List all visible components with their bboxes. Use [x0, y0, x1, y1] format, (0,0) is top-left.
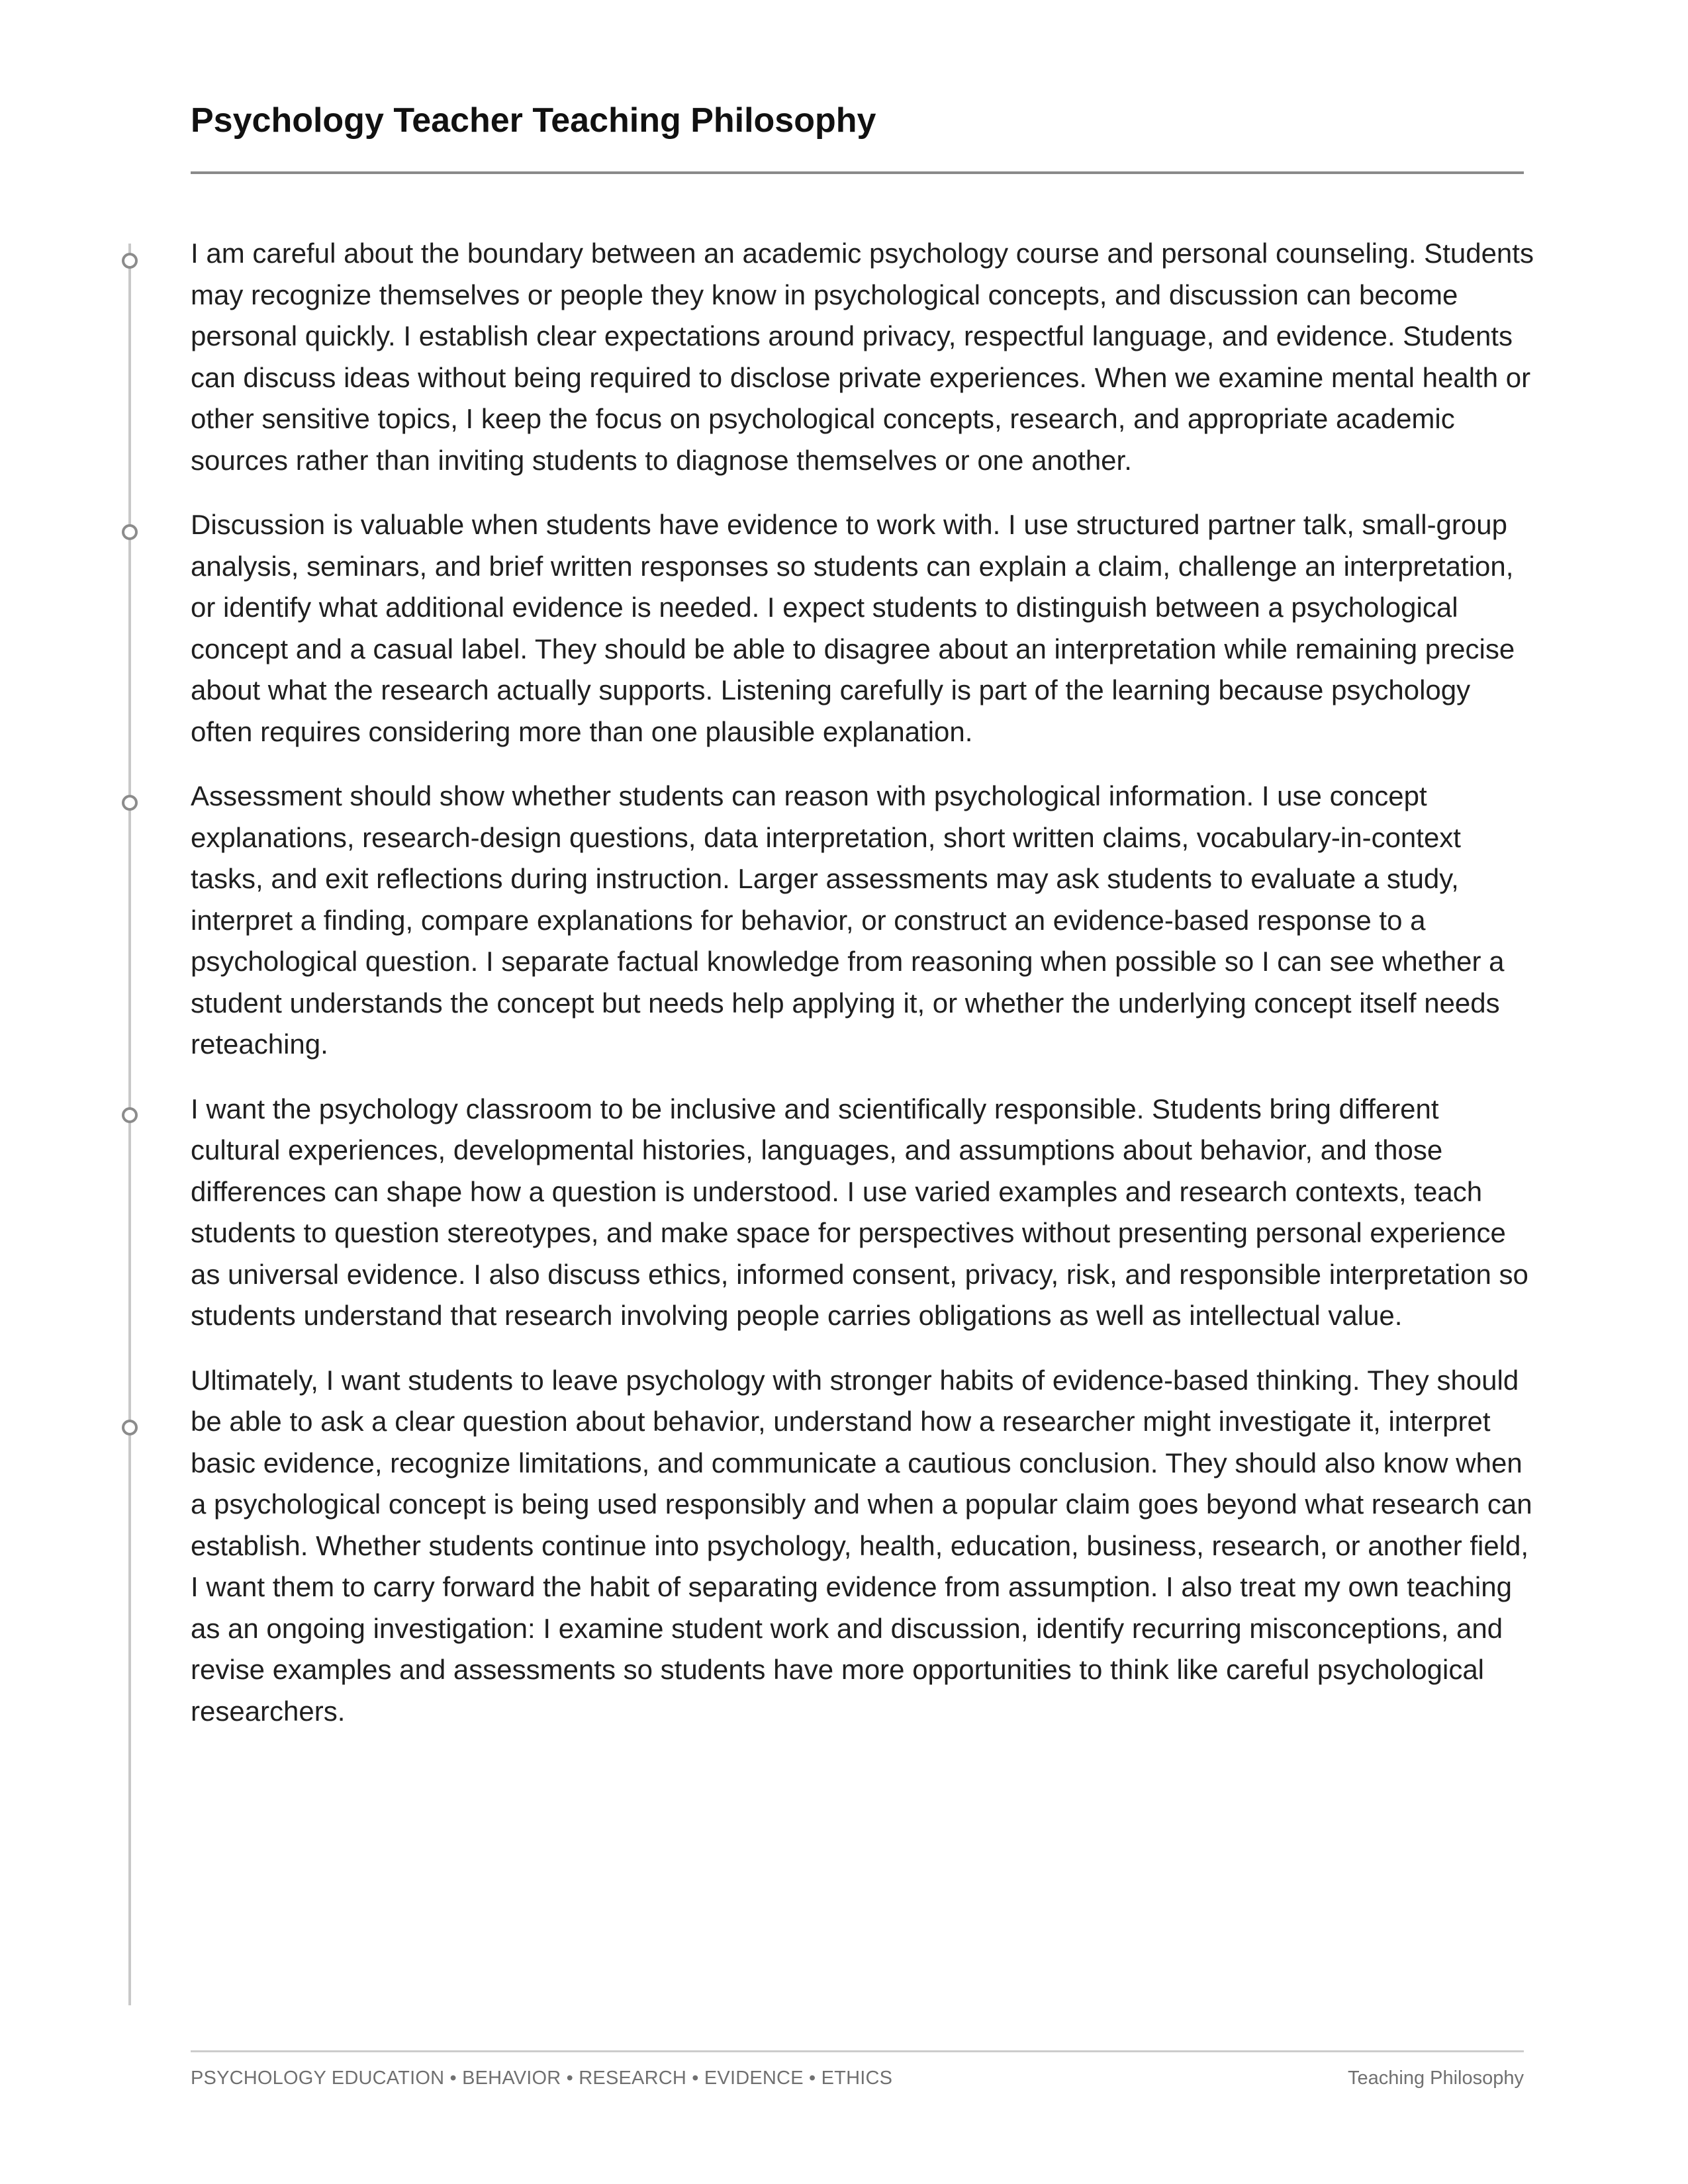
timeline-rail [128, 244, 131, 2005]
timeline-marker-icon [122, 253, 138, 269]
paragraph-inclusivity: I want the psychology classroom to be inclusive and scientifically responsible. Students bring different cultural experiences, developmental histories, languages, and assumptions about behavior, and those differences can shape how a question is understood. I use varied examples and research contexts, teach students to question stereotypes, and make space for perspectives without presenting personal experience as universal evidence. I also discuss ethics, informed consent, privacy, risk, and responsible interpretation so students understand that research involving people carries obligations as well as intellectual value. [191, 1093, 1528, 1331]
paragraph-assessment: Assessment should show whether students can reason with psychological information. I use concept explanations, research-design questions, data interpretation, short written claims, vocabulary-in-context tasks, and exit reflections during instruction. Larger assessments may ask students to evaluate a study, interpret a finding, compare explanations for behavior, or construct an evidence-based response to a psychological question. I separate factual knowledge from reasoning when possible so I can see whether a student understands the concept but needs help applying it, or whether the underlying concept itself needs reteaching. [191, 780, 1505, 1060]
timeline-marker-icon [122, 1107, 138, 1123]
page-title: Psychology Teacher Teaching Philosophy [191, 101, 876, 140]
footer-divider [191, 2050, 1524, 2052]
footer-doc-label: Teaching Philosophy [1347, 2068, 1524, 2089]
timeline-marker-icon [122, 1420, 138, 1435]
paragraph-conclusion: Ultimately, I want students to leave psychology with stronger habits of evidence-based thinking. They should be able to ask a clear question about behavior, understand how a researcher might investigate it, interpret basic evidence, recognize limitations, and communicate a cautious conclusion. They should also know when a psychological concept is being used responsibly and when a popular claim goes beyond what research can establish. Whether students continue into psychology, health, education, business, research, or another field, I want them to carry forward the habit of separating evidence from assumption. I also treat my own teaching as an ongoing investigation: I examine student work and discussion, identify recurring misconceptions, and revise examples and assessments so students have more opportunities to think like careful psychological researchers. [191, 1364, 1532, 1727]
timeline-marker-icon [122, 524, 138, 540]
title-divider [191, 171, 1524, 174]
paragraph-discussion: Discussion is valuable when students have evidence to work with. I use structured partner talk, small-group analysis, seminars, and brief written responses so students can explain a claim, challenge an interpretation, or identify what additional evidence is needed. I expect students to distinguish between a psychological concept and a casual label. They should be able to disagree about an interpretation while remaining precise about what the research actually supports. Listening carefully is part of the learning because psychology often requires considering more than one plausible explanation. [191, 509, 1515, 747]
paragraph-privacy-boundaries: I am careful about the boundary between an academic psychology course and personal counseling. Students may recognize themselves or people they know in psychological concepts, and discussion can become personal quickly. I establish clear expectations around privacy, respectful language, and evidence. Students can discuss ideas without being required to disclose private experiences. When we examine mental health or other sensitive topics, I keep the focus on psychological concepts, research, and appropriate academic sources rather than inviting students to diagnose themselves or one another. [191, 238, 1534, 476]
document-body [191, 233, 1534, 1755]
timeline-marker-icon [122, 795, 138, 811]
footer-keywords: PSYCHOLOGY EDUCATION • BEHAVIOR • RESEARCH • EVIDENCE • ETHICS [191, 2068, 893, 2089]
